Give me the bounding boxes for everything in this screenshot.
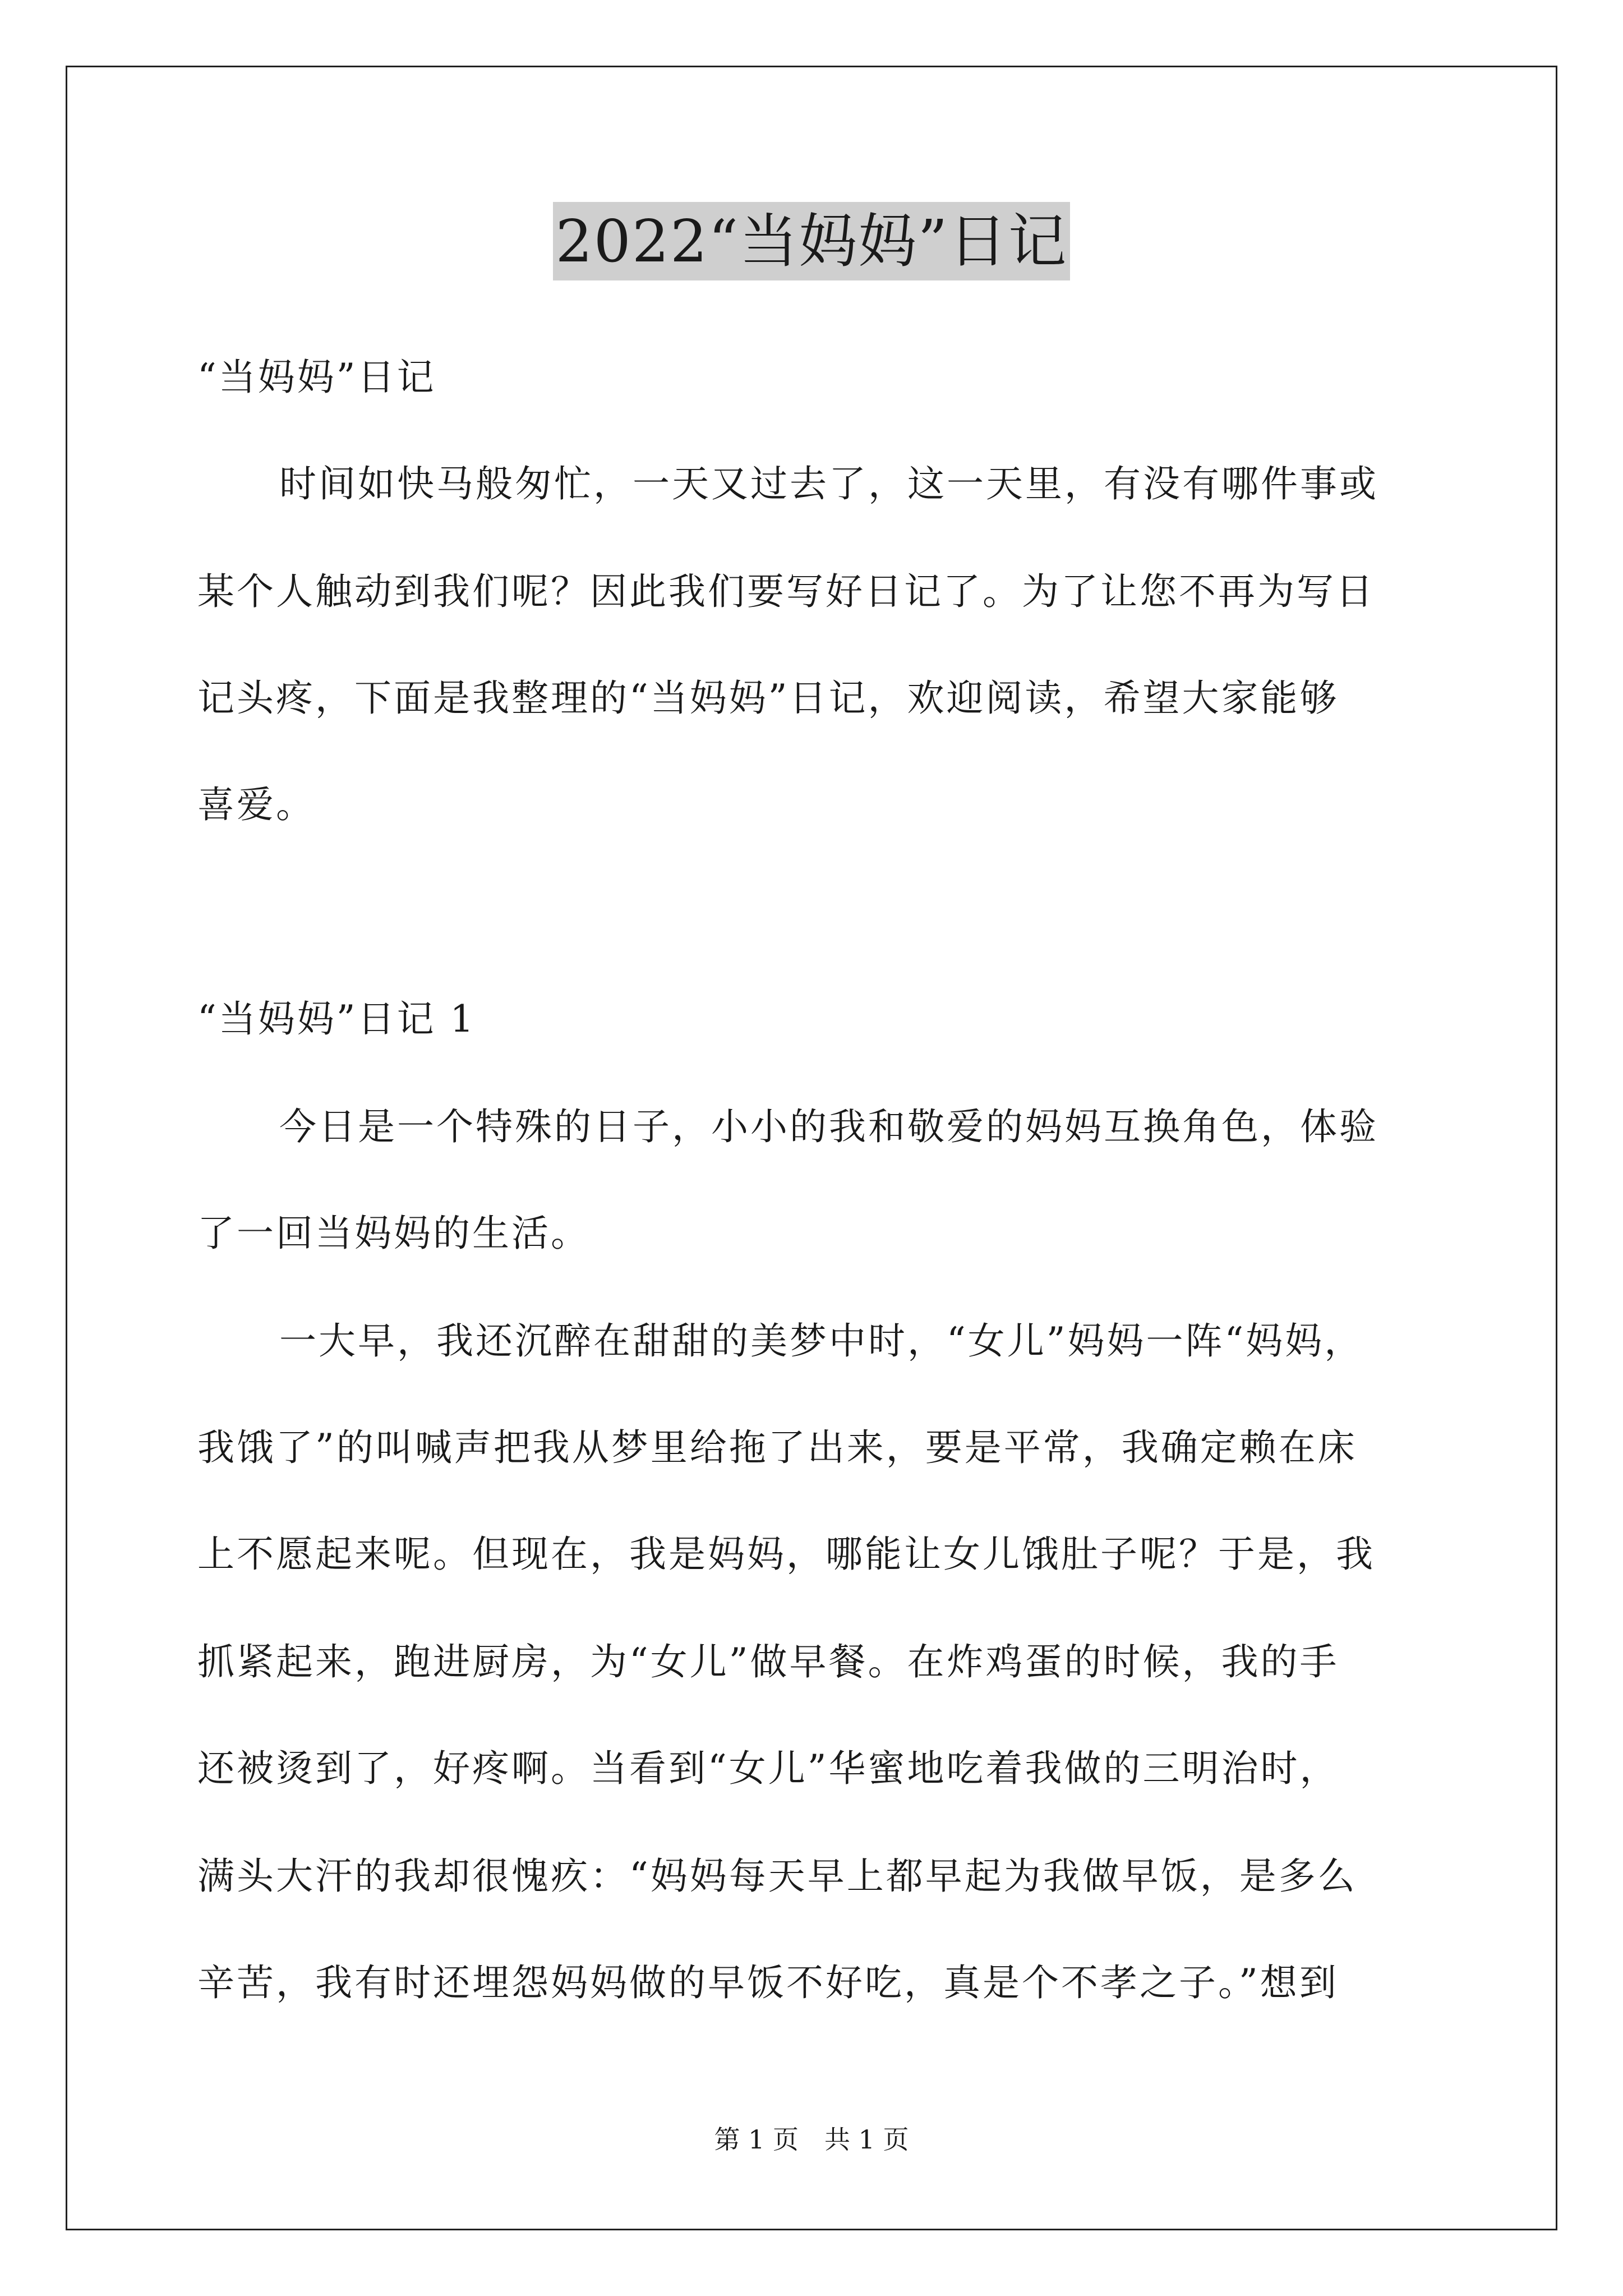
body-line: 上不愿起来呢。但现在，我是妈妈，哪能让女儿饿肚子呢？于是，我 (197, 1533, 1375, 1576)
body-line: 抓紧起来，跑进厨房，为“女儿”做早餐。在炸鸡蛋的时候，我的手 (197, 1640, 1339, 1683)
page-footer (0, 2123, 1623, 2156)
document-title: 2022“当妈妈”日记 (553, 202, 1069, 280)
body-line: 了一回当妈妈的生活。 (197, 1212, 590, 1255)
intro-line: 喜爱。 (197, 783, 315, 826)
intro-line: 时间如快马般匆忙，一天又过去了，这一天里，有没有哪件事或 (279, 462, 1378, 505)
section-heading: “当妈妈”日记 (197, 356, 436, 399)
page-total: 共 1 页 (824, 2124, 909, 2155)
body-line: 今日是一个特殊的日子，小小的我和敬爱的妈妈互换角色，体验 (279, 1105, 1378, 1148)
body-line: 满头大汗的我却很愧疚：“妈妈每天早上都早起为我做早饭，是多么 (197, 1855, 1357, 1898)
intro-line: 记头疼，下面是我整理的“当妈妈”日记，欢迎阅读，希望大家能够 (197, 677, 1339, 720)
intro-line: 某个人触动到我们呢？因此我们要写好日记了。为了让您不再为写日 (197, 570, 1375, 613)
body-line: 辛苦，我有时还埋怨妈妈做的早饭不好吃，真是个不孝之子。”想到 (197, 1961, 1339, 2004)
section-heading: “当妈妈”日记 1 (197, 997, 476, 1041)
page-number: 第 1 页 (714, 2124, 799, 2155)
body-line: 一大早，我还沉醉在甜甜的美梦中时，“女儿”妈妈一阵“妈妈， (279, 1319, 1364, 1363)
body-line: 我饿了”的叫喊声把我从梦里给拖了出来，要是平常，我确定赖在床 (197, 1426, 1357, 1469)
body-line: 还被烫到了，好疼啊。当看到“女儿”华蜜地吃着我做的三明治时， (197, 1747, 1339, 1790)
title-container (0, 202, 1623, 280)
